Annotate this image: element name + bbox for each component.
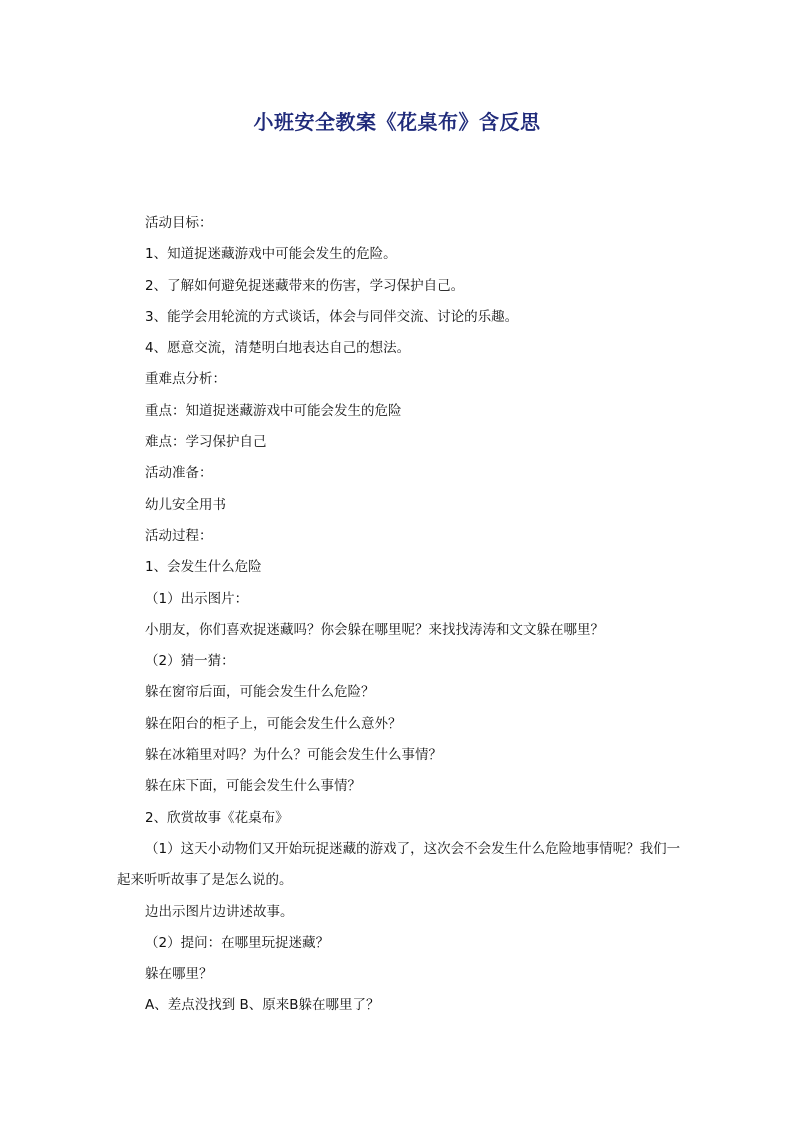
- paragraph-step-1: 1、会发生什么危险: [145, 559, 262, 576]
- paragraph-guess: （2）猜一猜：: [145, 653, 235, 670]
- paragraph-preparation-heading: 活动准备：: [145, 465, 213, 482]
- paragraph-goal-1: 1、知道捉迷藏游戏中可能会发生的危险。: [145, 246, 397, 263]
- paragraph-key-points-heading: 重难点分析：: [145, 371, 226, 388]
- paragraph-activity-goals-heading: 活动目标：: [145, 215, 213, 231]
- paragraph-balcony: 躲在阳台的柜子上，可能会发生什么意外？: [145, 715, 402, 732]
- paragraph-ask-where-hide: 躲在哪里？: [145, 966, 213, 983]
- paragraph-curtain: 躲在窗帘后面，可能会发生什么危险？: [145, 684, 375, 701]
- paragraph-difficult-point: 难点：学习保护自己: [145, 434, 267, 451]
- document-body: [117, 208, 683, 1022]
- document-title: 小班安全教案《花桌布》含反思: [253, 110, 541, 134]
- paragraph-process-heading: 活动过程：: [145, 527, 213, 544]
- paragraph-under-bed: 躲在床下面，可能会发生什么事情？: [145, 778, 361, 795]
- paragraph-fridge: 躲在冰箱里对吗？为什么？可能会发生什么事情？: [145, 747, 442, 764]
- paragraph-story-intro: （1）这天小动物们又开始玩捉迷藏的游戏了，这次会不会发生什么危险地事情呢？我们一起来听听故事了是怎么说的。: [117, 840, 681, 889]
- paragraph-goal-2: 2、了解如何避免捉迷藏带来的伤害，学习保护自己。: [145, 277, 465, 294]
- paragraph-options: A、差点没找到 B、原来B躲在哪里了？: [145, 997, 380, 1014]
- paragraph-goal-3: 3、能学会用轮流的方式谈话，体会与同伴交流、讨论的乐趣。: [145, 308, 519, 325]
- paragraph-key-point: 重点：知道捉迷藏游戏中可能会发生的危险: [145, 402, 402, 419]
- paragraph-goal-4: 4、愿意交流，清楚明白地表达自己的想法。: [145, 340, 411, 357]
- paragraph-show-pictures: （1）出示图片：: [145, 590, 249, 607]
- paragraph-tell-story: 边出示图片边讲述故事。: [145, 903, 294, 920]
- paragraph-preparation-item: 幼儿安全用书: [145, 496, 226, 513]
- paragraph-ask-where-play: （2）提问：在哪里玩捉迷藏？: [145, 934, 330, 951]
- paragraph-question-hide: 小朋友，你们喜欢捉迷藏吗？你会躲在哪里呢？来找找涛涛和文文躲在哪里？: [145, 621, 604, 638]
- paragraph-step-2: 2、欣赏故事《花桌布》: [145, 809, 289, 826]
